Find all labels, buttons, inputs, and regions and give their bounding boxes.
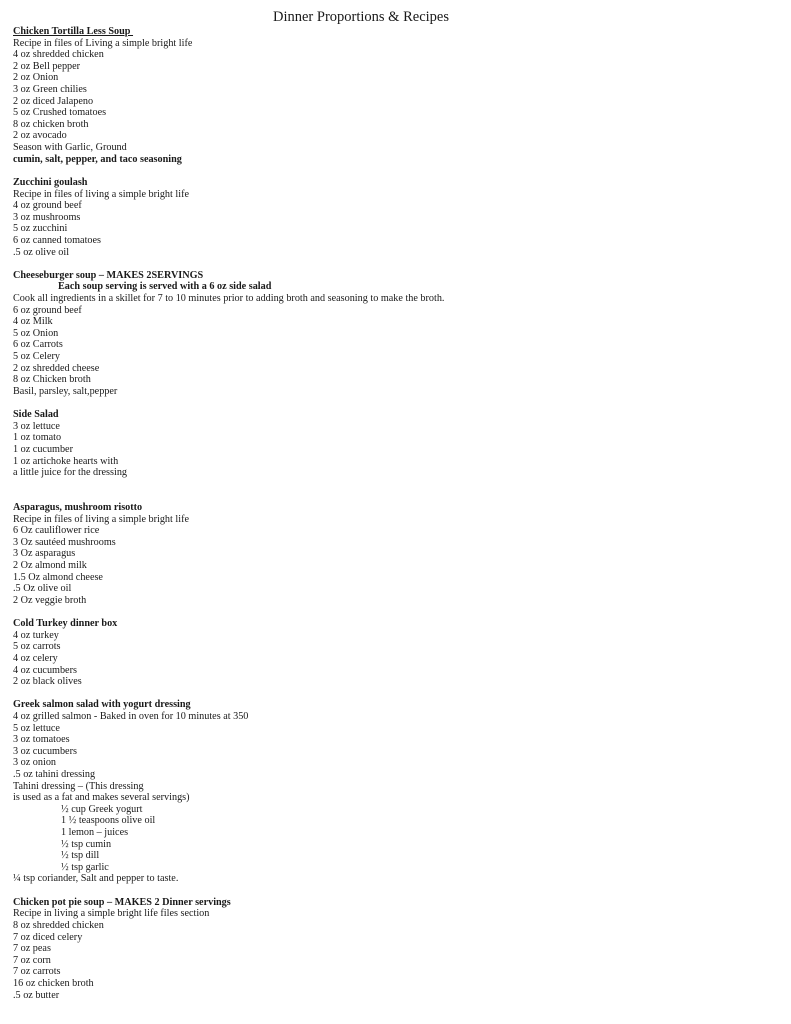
recipe-line: Recipe in living a simple bright life files section [13,908,210,920]
recipe-line: 5 oz Celery [13,351,60,363]
recipe-line: .5 oz tahini dressing [13,769,96,780]
recipe-line: Cook all ingredients in a skillet for 7 to 10 minutes prior to adding broth and seasoning to make the broth. [13,293,445,305]
recipe-line: .5 Oz olive oil [13,583,72,595]
recipe-line: 6 oz canned tomatoes [13,234,101,246]
recipe-heading: Cold Turkey dinner box [13,618,118,630]
recipe-line: 3 oz mushrooms [13,211,81,223]
recipe-line: 8 oz Chicken broth [13,374,91,386]
blank-line [13,398,773,410]
page-title: Dinner Proportions & Recipes [273,9,449,25]
recipe-line: 3 oz cucumbers [13,745,77,757]
recipe-line: .5 oz butter [13,989,60,1001]
recipe-line: 5 oz lettuce [13,722,60,734]
recipe-line: 1 ½ teaspoons olive oil [61,815,156,827]
recipe-line: 16 oz chicken broth [13,977,94,989]
recipe-line: ½ tsp cumin [61,838,112,850]
blank-line [13,479,773,491]
recipe-line: 2 oz shredded cheese [13,362,100,374]
recipe-line: 6 oz ground beef [13,304,82,316]
recipe-line: Recipe in files of Living a simple bright life [13,37,193,49]
recipe-line: 1 oz tomato [13,432,62,444]
recipe-line: 7 oz peas [13,943,51,955]
recipe-line: .5 oz olive oil [13,246,70,258]
recipe-line: 2 oz black olives [13,676,82,688]
recipe-line: ½ tsp garlic [61,861,109,873]
recipe-heading: Asparagus, mushroom risotto [13,501,143,513]
recipe-line: ¼ tsp coriander, Salt and pepper to taste. [13,873,179,885]
recipe-line: 8 oz shredded chicken [13,919,104,931]
recipe-line: a little juice for the dressing [13,467,128,479]
recipe-line: ½ cup Greek yogurt [61,803,143,815]
recipe-line: 4 oz shredded chicken [13,49,104,61]
blank-line [13,885,773,897]
recipe-heading: Greek salmon salad with yogurt dressing [13,699,191,711]
recipe-line: 6 Oz cauliflower rice [13,525,100,537]
recipe-heading: Chicken Tortilla Less Soup [13,26,134,37]
recipe-line: Tahini dressing – (This dressing [13,780,144,792]
recipe-line: 4 oz turkey [13,629,59,641]
blank-line [13,606,773,618]
recipe-line: 5 oz carrots [13,641,61,653]
blank-line [13,165,773,177]
blank-line [13,258,773,270]
recipe-line: 2 oz Onion [13,72,59,84]
blank-line [13,490,773,502]
recipe-heading: Each soup serving is served with a 6 oz side salad [58,281,272,293]
recipe-line: 3 oz onion [13,757,57,769]
recipe-line: 3 Oz sautéed mushrooms [13,536,116,548]
recipe-line: 4 oz grilled salmon - Baked in oven for 10 minutes at 350 [13,710,249,722]
recipe-line: 2 Oz almond milk [13,560,87,572]
recipe-heading: Side Salad [13,409,59,421]
recipe-heading: Chicken pot pie soup – MAKES 2 Dinner servings [13,896,231,908]
recipe-heading: Zucchini goulash [13,176,88,188]
recipe-line: 4 oz ground beef [13,200,82,212]
document-body [13,26,773,1001]
recipe-line: 2 oz avocado [13,130,67,142]
recipe-line: 4 oz Milk [13,316,53,328]
recipe-line: 2 oz diced Jalapeno [13,95,94,107]
recipe-line: 3 Oz asparagus [13,548,76,560]
recipe-line: 4 oz cucumbers [13,664,77,676]
recipe-line: 7 oz diced celery [13,931,83,943]
recipe-heading: cumin, salt, pepper, and taco seasoning [13,153,182,165]
recipe-line: 2 Oz veggie broth [13,594,87,606]
recipe-line: Season with Garlic, Ground [13,142,127,154]
recipe-line: 8 oz chicken broth [13,118,89,130]
recipe-line: is used as a fat and makes several servings) [13,792,190,804]
recipe-line: ½ tsp dill [61,850,100,862]
recipe-line: 7 oz carrots [13,966,61,978]
recipe-line: 3 oz Green chilies [13,84,87,96]
recipe-line: 1 oz cucumber [13,443,73,455]
recipe-line: 3 oz tomatoes [13,734,70,746]
recipe-line: 7 oz corn [13,954,51,966]
recipe-line: 3 oz lettuce [13,420,60,432]
recipe-line: 1.5 Oz almond cheese [13,571,103,583]
recipe-line: 5 oz zucchini [13,223,68,235]
recipe-line: Recipe in files of living a simple bright life [13,513,189,525]
recipe-line: 1 lemon – juices [61,827,129,839]
recipe-line: 5 oz Crushed tomatoes [13,107,107,119]
blank-line [13,688,773,700]
recipe-line: 4 oz celery [13,652,58,664]
recipe-line: 5 oz Onion [13,327,59,339]
recipe-line: 2 oz Bell pepper [13,60,81,72]
recipe-heading: Cheeseburger soup – MAKES 2SERVINGS [13,269,204,281]
recipe-line: 6 oz Carrots [13,339,63,351]
recipe-line: 1 oz artichoke hearts with [13,455,119,467]
recipe-line: Recipe in files of living a simple bright life [13,188,189,200]
recipe-line: Basil, parsley, salt,pepper [13,385,118,397]
